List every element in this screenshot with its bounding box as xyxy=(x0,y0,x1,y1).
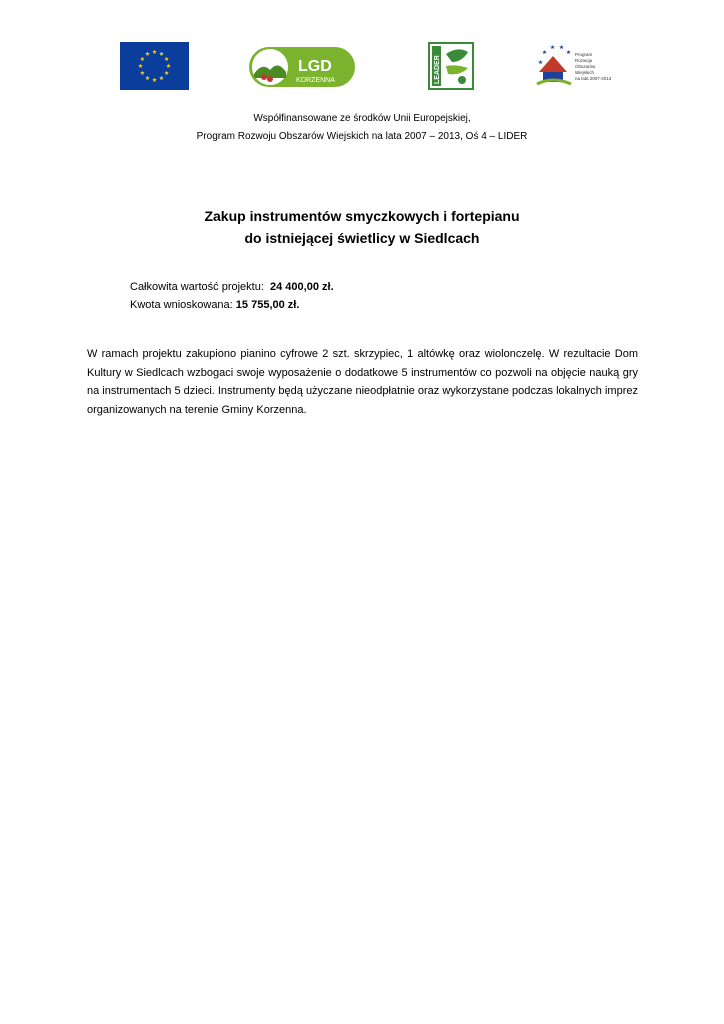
leader-icon xyxy=(428,42,474,90)
title-line-1: Zakup instrumentów smyczkowych i fortepianu xyxy=(204,208,520,224)
requested-value-amount: 15 755,00 zł. xyxy=(235,299,300,311)
header-line-1: Współfinansowane ze środków Unii Europejskiej, xyxy=(253,113,471,124)
prow-logo xyxy=(533,42,612,90)
document-title xyxy=(0,205,724,249)
eu-flag-logo xyxy=(120,42,189,90)
requested-value-label: Kwota wnioskowana: xyxy=(130,299,233,311)
cofinancing-header xyxy=(0,110,724,146)
svg-text:Rozwoju: Rozwoju xyxy=(575,58,593,63)
svg-text:Obszarów: Obszarów xyxy=(575,64,596,69)
header-line-2: Program Rozwoju Obszarów Wiejskich na lata 2007 – 2013, Oś 4 – LIDER xyxy=(196,131,528,142)
eu-flag-icon xyxy=(120,42,189,90)
svg-text:LGD: LGD xyxy=(298,58,332,75)
lgd-korzenna-icon xyxy=(248,44,358,90)
svg-text:na lata 2007-2013: na lata 2007-2013 xyxy=(575,76,612,81)
svg-text:Wiejskich: Wiejskich xyxy=(575,70,595,75)
requested-value-row xyxy=(130,296,334,314)
project-description: W ramach projektu zakupiono pianino cyfrowe 2 szt. skrzypiec, 1 altówkę oraz wiolonczelę. W rezultacie Dom Kultury w Siedlcach wzbogaci swoje wyposażenie o dodatkowe 5 instrumentów co pozwoli na objęcie nauką gry na instrumentach 5 dzieci. Instrumenty będą użyczane nieodpłatnie oraz wykorzystane podczas lokalnych imprez organizowanych na terenie Gminy Korzenna. xyxy=(87,348,638,416)
prow-icon xyxy=(533,42,612,90)
svg-text:LEADER: LEADER xyxy=(434,55,441,84)
total-value-amount: 24 400,00 zł. xyxy=(270,281,334,293)
svg-text:KORZENNA: KORZENNA xyxy=(296,77,335,84)
title-line-2: do istniejącej świetlicy w Siedlcach xyxy=(244,230,480,246)
lgd-korzenna-logo xyxy=(248,44,358,90)
total-value-label: Całkowita wartość projektu: xyxy=(130,281,264,293)
total-value-row xyxy=(130,278,334,296)
svg-text:Program: Program xyxy=(575,52,593,57)
project-values xyxy=(130,278,334,314)
leader-logo xyxy=(428,42,474,90)
